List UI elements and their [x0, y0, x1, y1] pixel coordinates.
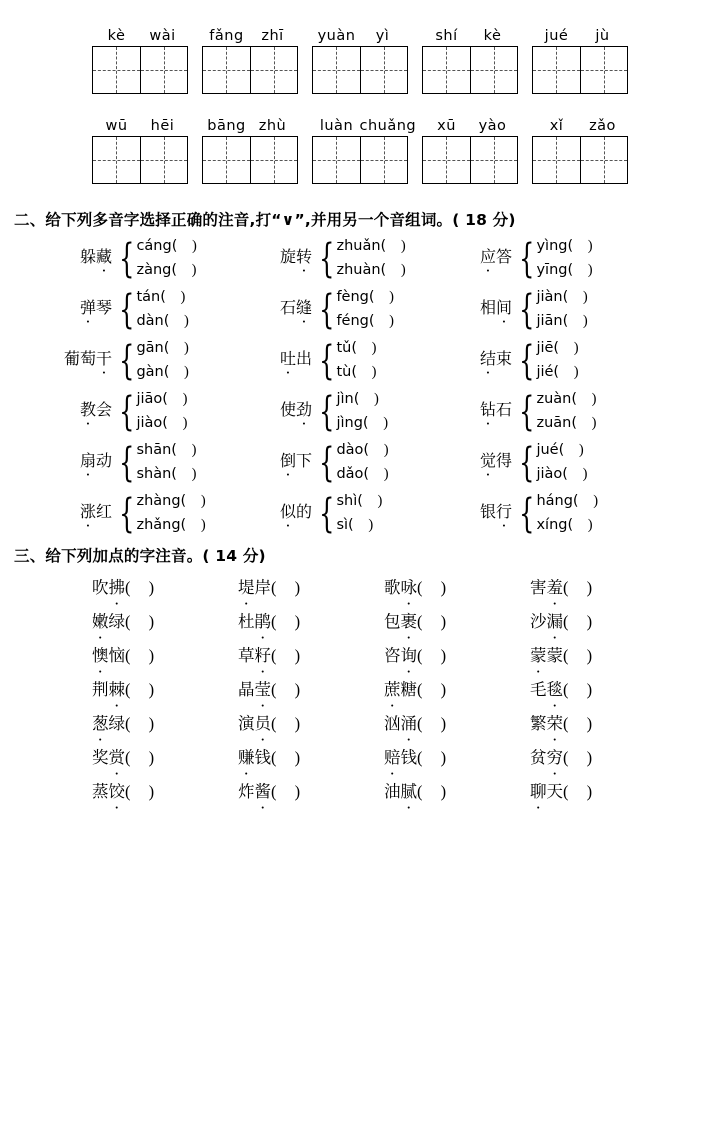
- pinyin-syllable: shí: [435, 28, 458, 44]
- polyphone-option[interactable]: shān( ): [136, 442, 208, 458]
- annotate-row: [6, 608, 713, 632]
- option-pinyin: tù(: [336, 364, 357, 380]
- brace-icon: {: [119, 388, 135, 435]
- annotate-item[interactable]: 赔钱( ): [384, 748, 460, 767]
- annotate-row: [6, 744, 713, 768]
- polyphone-option[interactable]: jiān( ): [536, 313, 599, 329]
- annotate-item[interactable]: 包裹( ): [384, 612, 460, 631]
- polyphone-row: [6, 388, 713, 435]
- polyphone-item: [462, 286, 662, 333]
- polyphone-option[interactable]: fèng( ): [336, 289, 405, 305]
- polyphone-item: [262, 337, 462, 384]
- option-pinyin: xíng(: [536, 517, 574, 533]
- option-pinyin: jiào(: [536, 466, 568, 482]
- polyphone-option[interactable]: jiāo( ): [136, 391, 199, 407]
- annotate-item[interactable]: 赚钱( ): [238, 748, 314, 767]
- polyphone-option[interactable]: yīng( ): [536, 262, 604, 278]
- option-pinyin: shān(: [136, 442, 177, 458]
- option-pinyin: sì(: [336, 517, 354, 533]
- brace-icon: {: [519, 337, 535, 384]
- option-pinyin: dǎo(: [336, 466, 370, 482]
- brace-icon: {: [119, 235, 135, 282]
- polyphone-option[interactable]: zhuǎn( ): [336, 238, 417, 254]
- tianzige-cell[interactable]: [470, 47, 517, 93]
- tianzige-cell[interactable]: [93, 47, 140, 93]
- pinyin-syllable: yì: [375, 28, 390, 44]
- polyphone-options: [136, 442, 207, 483]
- polyphone-options: [336, 493, 393, 534]
- pinyin-group: [532, 28, 628, 44]
- pinyin-group: [422, 118, 518, 134]
- tianzige-cell[interactable]: [250, 47, 297, 93]
- pinyin-group: [202, 28, 298, 44]
- option-pinyin: dàn(: [136, 313, 170, 329]
- polyphone-word: 似的: [279, 504, 312, 522]
- polyphone-option[interactable]: zuàn( ): [536, 391, 608, 407]
- tianzige-cell[interactable]: [533, 137, 580, 183]
- annotate-item[interactable]: 害羞( ): [530, 578, 606, 597]
- pinyin-label: [312, 118, 417, 134]
- polyphone-word: 结束: [479, 351, 512, 369]
- annotate-item[interactable]: 沙漏( ): [530, 612, 606, 631]
- option-pinyin: dào(: [336, 442, 370, 458]
- option-pinyin: jué(: [536, 442, 565, 458]
- polyphone-options: [136, 289, 199, 330]
- annotate-row: [6, 778, 713, 802]
- polyphone-option[interactable]: jìn( ): [336, 391, 390, 407]
- polyphone-option[interactable]: jué( ): [536, 442, 595, 458]
- polyphone-option[interactable]: jiào( ): [536, 466, 599, 482]
- pinyin-group: [202, 118, 298, 134]
- option-pinyin: shàn(: [136, 466, 177, 482]
- polyphone-option[interactable]: yìng( ): [536, 238, 604, 254]
- option-pinyin: zuàn(: [536, 391, 577, 407]
- pinyin-syllable: yuàn: [317, 28, 356, 44]
- polyphone-options: [536, 493, 609, 534]
- tianzige-box[interactable]: [312, 46, 408, 94]
- pinyin-syllable: luàn: [319, 118, 354, 134]
- tianzige-box[interactable]: [422, 136, 518, 184]
- annotate-item[interactable]: 繁荣( ): [530, 714, 606, 733]
- polyphone-word: 躲藏: [79, 249, 112, 267]
- polyphone-word: 钻石: [479, 402, 512, 420]
- pinyin-group: [312, 118, 417, 134]
- polyphone-row: [6, 439, 713, 486]
- polyphone-options: [336, 238, 416, 279]
- polyphone-option[interactable]: dào( ): [336, 442, 400, 458]
- pinyin-label: [532, 118, 628, 134]
- polyphone-option[interactable]: gān( ): [136, 340, 200, 356]
- annotate-item[interactable]: 晶莹( ): [238, 680, 314, 699]
- tianzige-box[interactable]: [532, 46, 628, 94]
- pinyin-label: [92, 118, 188, 134]
- option-pinyin: zuān(: [536, 415, 577, 431]
- annotate-item[interactable]: 葱绿( ): [92, 714, 168, 733]
- annotate-item[interactable]: 咨询( ): [384, 646, 460, 665]
- polyphone-option[interactable]: jiào( ): [136, 415, 199, 431]
- polyphone-option[interactable]: shì( ): [336, 493, 394, 509]
- brace-icon: {: [119, 490, 135, 537]
- tianzige-cell[interactable]: [93, 137, 140, 183]
- pinyin-group: [92, 28, 188, 44]
- annotate-item[interactable]: 蔗糖( ): [384, 680, 460, 699]
- tianzige-cell[interactable]: [250, 137, 297, 183]
- pinyin-syllable: fǎng: [209, 28, 244, 44]
- brace-icon: {: [519, 439, 535, 486]
- brace-icon: {: [519, 388, 535, 435]
- tianzige-cell[interactable]: [203, 137, 250, 183]
- polyphone-row: [6, 235, 713, 282]
- polyphone-word: 石缝: [279, 300, 312, 318]
- polyphone-option[interactable]: féng( ): [336, 313, 405, 329]
- tianzige-cell[interactable]: [360, 137, 407, 183]
- polyphone-option[interactable]: zhǎng( ): [136, 517, 217, 533]
- polyphone-word: 觉得: [479, 453, 512, 471]
- pinyin-syllable: wū: [105, 118, 128, 134]
- annotate-row: [6, 574, 713, 598]
- tianzige-cell[interactable]: [140, 47, 187, 93]
- polyphone-word: 扇动: [79, 453, 112, 471]
- polyphone-options: [336, 340, 387, 381]
- brace-icon: {: [319, 235, 335, 282]
- polyphone-option[interactable]: sì( ): [336, 517, 385, 533]
- annotate-item[interactable]: 毛毯( ): [530, 680, 606, 699]
- tianzige-cell[interactable]: [423, 47, 470, 93]
- annotate-item[interactable]: 吹拂( ): [92, 578, 168, 597]
- annotate-item[interactable]: 演员( ): [238, 714, 314, 733]
- polyphone-item: [62, 490, 262, 537]
- tianzige-box[interactable]: [532, 136, 628, 184]
- polyphone-row: [6, 337, 713, 384]
- option-pinyin: jiāo(: [136, 391, 168, 407]
- polyphone-item: [462, 388, 662, 435]
- annotate-item[interactable]: 杜鹃( ): [238, 612, 314, 631]
- polyphone-word: 应答: [479, 249, 512, 267]
- pinyin-syllable: zǎo: [589, 118, 616, 134]
- pinyin-syllable: xǐ: [549, 118, 564, 134]
- annotate-item[interactable]: 奖赏( ): [92, 748, 168, 767]
- tianzige-box[interactable]: [92, 46, 188, 94]
- polyphone-options: [136, 340, 199, 381]
- polyphone-option[interactable]: shàn( ): [136, 466, 208, 482]
- brace-icon: {: [119, 286, 135, 333]
- annotate-item[interactable]: 堤岸( ): [238, 578, 314, 597]
- pinyin-label: [422, 28, 518, 44]
- tianzige-box[interactable]: [202, 46, 298, 94]
- annotate-item[interactable]: 荆棘( ): [92, 680, 168, 699]
- tianzige-cell[interactable]: [580, 137, 627, 183]
- polyphone-options: [336, 391, 399, 432]
- polyphone-word: 旋转: [279, 249, 312, 267]
- option-pinyin: jiào(: [136, 415, 168, 431]
- annotate-item[interactable]: 蒸饺( ): [92, 782, 168, 801]
- pinyin-row: [0, 118, 719, 134]
- annotate-row: [6, 642, 713, 666]
- polyphone-row: [6, 286, 713, 333]
- polyphone-option[interactable]: tù( ): [336, 364, 388, 380]
- polyphone-item: [62, 439, 262, 486]
- pinyin-syllable: bāng: [207, 118, 246, 134]
- polyphone-option[interactable]: zàng( ): [136, 262, 208, 278]
- polyphone-word: 弹琴: [79, 300, 112, 318]
- pinyin-syllable: xū: [437, 118, 456, 134]
- polyphone-options: [336, 289, 405, 330]
- tianzige-cell[interactable]: [313, 137, 360, 183]
- tianzige-box[interactable]: [92, 136, 188, 184]
- pinyin-group: [92, 118, 188, 134]
- tianzige-cell[interactable]: [203, 47, 250, 93]
- polyphone-option[interactable]: dàn( ): [136, 313, 200, 329]
- tianzige-cell[interactable]: [360, 47, 407, 93]
- polyphone-item: [62, 235, 262, 282]
- option-pinyin: zhàng(: [136, 493, 187, 509]
- option-pinyin: yīng(: [536, 262, 574, 278]
- annotate-item[interactable]: 油腻( ): [384, 782, 460, 801]
- brace-icon: {: [519, 235, 535, 282]
- annotate-item[interactable]: 汹涌( ): [384, 714, 460, 733]
- pinyin-syllable: jué: [544, 28, 569, 44]
- option-pinyin: jìng(: [336, 415, 369, 431]
- annotate-item[interactable]: 聊天( ): [530, 782, 606, 801]
- pinyin-syllable: zhī: [261, 28, 284, 44]
- pinyin-syllable: wài: [149, 28, 176, 44]
- brace-icon: {: [119, 439, 135, 486]
- option-pinyin: tǔ(: [336, 340, 357, 356]
- polyphone-options: [536, 289, 598, 330]
- polyphone-row: [6, 490, 713, 537]
- annotate-item[interactable]: 懊恼( ): [92, 646, 168, 665]
- polyphone-option[interactable]: zhuàn( ): [336, 262, 417, 278]
- brace-icon: {: [119, 337, 135, 384]
- polyphone-option[interactable]: jiàn( ): [536, 289, 599, 305]
- polyphone-options: [536, 391, 607, 432]
- pinyin-label: [532, 28, 628, 44]
- polyphone-word: 吐出: [279, 351, 312, 369]
- pinyin-syllable: chuǎng: [359, 118, 417, 134]
- annotate-item[interactable]: 贫穷( ): [530, 748, 606, 767]
- polyphone-item: [62, 286, 262, 333]
- pinyin-syllable: hēi: [150, 118, 175, 134]
- answer-grid-row: [0, 136, 719, 184]
- option-pinyin: shì(: [336, 493, 363, 509]
- tianzige-cell[interactable]: [533, 47, 580, 93]
- option-pinyin: féng(: [336, 313, 375, 329]
- pinyin-label: [202, 28, 298, 44]
- option-pinyin: fèng(: [336, 289, 375, 305]
- pinyin-syllable: kè: [107, 28, 126, 44]
- polyphone-option[interactable]: jiē( ): [536, 340, 590, 356]
- annotate-row: [6, 676, 713, 700]
- tianzige-box[interactable]: [312, 136, 408, 184]
- polyphone-word: 相间: [479, 300, 512, 318]
- polyphone-option[interactable]: zuān( ): [536, 415, 608, 431]
- tianzige-box[interactable]: [422, 46, 518, 94]
- option-pinyin: háng(: [536, 493, 579, 509]
- section-three-heading: 三、给下列加点的字注音。( 14 分): [14, 547, 266, 565]
- option-pinyin: zhuǎn(: [336, 238, 387, 254]
- polyphone-options: [536, 442, 598, 483]
- pinyin-syllable: kè: [483, 28, 502, 44]
- pinyin-label: [202, 118, 298, 134]
- polyphone-word: 教会: [79, 402, 112, 420]
- answer-grid-row: [0, 46, 719, 94]
- option-pinyin: jiān(: [536, 313, 569, 329]
- polyphone-item: [62, 388, 262, 435]
- polyphone-option[interactable]: háng( ): [536, 493, 610, 509]
- pinyin-row: [0, 28, 719, 44]
- polyphone-option[interactable]: tán( ): [136, 289, 197, 305]
- tianzige-cell[interactable]: [580, 47, 627, 93]
- polyphone-word: 银行: [479, 504, 512, 522]
- pinyin-label: [422, 118, 518, 134]
- polyphone-options: [536, 238, 603, 279]
- polyphone-item: [462, 337, 662, 384]
- polyphone-option[interactable]: jìng( ): [336, 415, 400, 431]
- pinyin-label: [312, 28, 408, 44]
- polyphone-options: [136, 493, 216, 534]
- polyphone-options: [336, 442, 399, 483]
- brace-icon: {: [319, 286, 335, 333]
- pinyin-syllable: zhù: [258, 118, 287, 134]
- option-pinyin: jié(: [536, 364, 560, 380]
- polyphone-item: [262, 286, 462, 333]
- polyphone-item: [62, 337, 262, 384]
- option-pinyin: zàng(: [136, 262, 178, 278]
- pinyin-group: [532, 118, 628, 134]
- polyphone-item: [462, 439, 662, 486]
- tianzige-cell[interactable]: [423, 137, 470, 183]
- annotate-row: [6, 710, 713, 734]
- polyphone-option[interactable]: zhàng( ): [136, 493, 217, 509]
- option-pinyin: jiàn(: [536, 289, 569, 305]
- polyphone-item: [262, 235, 462, 282]
- pinyin-syllable: jù: [595, 28, 610, 44]
- tianzige-cell[interactable]: [140, 137, 187, 183]
- polyphone-option[interactable]: gàn( ): [136, 364, 200, 380]
- tianzige-cell[interactable]: [470, 137, 517, 183]
- brace-icon: {: [519, 286, 535, 333]
- tianzige-box[interactable]: [202, 136, 298, 184]
- option-pinyin: gān(: [136, 340, 170, 356]
- annotate-item[interactable]: 嫩绿( ): [92, 612, 168, 631]
- polyphone-item: [462, 235, 662, 282]
- polyphone-item: [262, 439, 462, 486]
- pinyin-syllable: yào: [478, 118, 507, 134]
- polyphone-options: [536, 340, 589, 381]
- pinyin-group: [422, 28, 518, 44]
- option-pinyin: jìn(: [336, 391, 360, 407]
- section-two-heading: 二、给下列多音字选择正确的注音,打“∨”,并用另一个音组词。( 18 分): [14, 211, 516, 229]
- polyphone-option[interactable]: jié( ): [536, 364, 590, 380]
- brace-icon: {: [319, 388, 335, 435]
- pinyin-label: [92, 28, 188, 44]
- polyphone-item: [262, 490, 462, 537]
- brace-icon: {: [319, 490, 335, 537]
- polyphone-option[interactable]: dǎo( ): [336, 466, 400, 482]
- polyphone-options: [136, 391, 198, 432]
- polyphone-option[interactable]: tǔ( ): [336, 340, 388, 356]
- polyphone-word: 倒下: [279, 453, 312, 471]
- option-pinyin: zhuàn(: [336, 262, 387, 278]
- option-pinyin: tán(: [136, 289, 166, 305]
- polyphone-options: [136, 238, 207, 279]
- section-polyphone: [0, 208, 719, 537]
- polyphone-word: 涨红: [79, 504, 112, 522]
- polyphone-item: [462, 490, 662, 537]
- section-annotate-pinyin: [0, 544, 719, 802]
- option-pinyin: jiē(: [536, 340, 560, 356]
- polyphone-item: [262, 388, 462, 435]
- polyphone-word: 葡萄干: [63, 351, 112, 369]
- section-write-characters: [0, 0, 719, 184]
- option-pinyin: zhǎng(: [136, 517, 187, 533]
- option-pinyin: cáng(: [136, 238, 178, 254]
- pinyin-group: [312, 28, 408, 44]
- option-pinyin: yìng(: [536, 238, 574, 254]
- polyphone-word: 使劲: [279, 402, 312, 420]
- annotate-item[interactable]: 炸酱( ): [238, 782, 314, 801]
- annotate-item[interactable]: 歌咏( ): [384, 578, 460, 597]
- polyphone-option[interactable]: xíng( ): [536, 517, 604, 533]
- annotate-item[interactable]: 草籽( ): [238, 646, 314, 665]
- brace-icon: {: [519, 490, 535, 537]
- brace-icon: {: [319, 439, 335, 486]
- option-pinyin: gàn(: [136, 364, 170, 380]
- annotate-item[interactable]: 蒙蒙( ): [530, 646, 606, 665]
- tianzige-cell[interactable]: [313, 47, 360, 93]
- brace-icon: {: [319, 337, 335, 384]
- polyphone-option[interactable]: cáng( ): [136, 238, 208, 254]
